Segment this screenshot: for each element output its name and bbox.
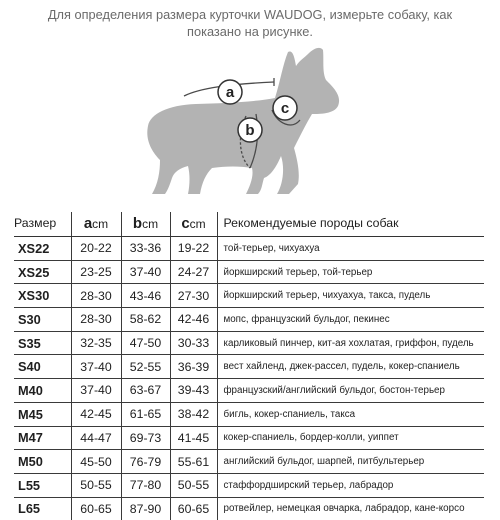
- size-cell: L55: [14, 473, 71, 497]
- size-table: [14, 212, 484, 520]
- measurement-diagram: [0, 44, 500, 204]
- b-cell: 77-80: [121, 473, 170, 497]
- size-cell: XS25: [14, 260, 71, 284]
- header-b-letter: b: [132, 214, 143, 232]
- b-cell: 61-65: [121, 402, 170, 426]
- intro-line-1: Для определения размера курточки WAUDOG, измерьте собаку, как: [47, 7, 453, 22]
- a-cell: 60-65: [71, 497, 121, 520]
- breeds-cell: мопс, французский бульдог, пекинес: [217, 308, 484, 332]
- size-cell: L65: [18, 501, 41, 517]
- b-cell: 63-67: [121, 379, 170, 403]
- table-row: [14, 355, 484, 379]
- b-cell: 69-73: [121, 426, 170, 450]
- table-row: [14, 426, 484, 450]
- b-cell: 33-36: [121, 237, 170, 261]
- a-cell: 28-30: [71, 308, 121, 332]
- a-cell: 50-55: [71, 473, 121, 497]
- b-cell: 76-79: [121, 450, 170, 474]
- a-cell: 32-35: [71, 331, 121, 355]
- header-b: [121, 212, 170, 237]
- a-cell: 44-47: [71, 426, 121, 450]
- header-a: [71, 212, 121, 237]
- header-breeds: Рекомендуемые породы собак: [217, 212, 484, 237]
- size-cell: M45: [14, 402, 71, 426]
- breeds-cell: бигль, кокер-спаниель, такса: [217, 402, 484, 426]
- c-cell: 50-55: [170, 473, 217, 497]
- a-cell: 28-30: [71, 284, 121, 308]
- breeds-cell: той-терьер, чихуахуа: [217, 237, 484, 261]
- table-row: [14, 402, 484, 426]
- b-cell: 43-46: [121, 284, 170, 308]
- header-a-letter: a: [83, 214, 93, 232]
- header-c: [170, 212, 217, 237]
- intro-text: [20, 6, 480, 40]
- breeds-cell: ротвейлер, немецкая овчарка, лабрадор, кане-корсо: [217, 497, 484, 520]
- breeds-cell: карликовый пинчер, кит-ая хохлатая, гриффон, пудель: [217, 331, 484, 355]
- b-cell: 47-50: [121, 331, 170, 355]
- c-cell: 24-27: [170, 260, 217, 284]
- a-cell: 23-25: [71, 260, 121, 284]
- c-cell: 19-22: [170, 237, 217, 261]
- breeds-cell: йоркширский терьер, той-терьер: [217, 260, 484, 284]
- size-cell: XS30: [14, 284, 71, 308]
- size-cell: M50: [14, 450, 71, 474]
- c-cell: 39-43: [170, 379, 217, 403]
- c-cell: 42-46: [170, 308, 217, 332]
- a-cell: 20-22: [71, 237, 121, 261]
- table-row: [14, 308, 484, 332]
- table-row: [14, 331, 484, 355]
- size-cell: M40: [14, 379, 71, 403]
- breeds-cell: вест хайленд, джек-рассел, пудель, кокер-спаниель: [217, 355, 484, 379]
- header-c-unit: cm: [189, 216, 206, 231]
- a-cell: 37-40: [71, 379, 121, 403]
- size-cell: S30: [14, 308, 71, 332]
- breeds-cell: йоркширский терьер, чихуахуа, такса, пудель: [217, 284, 484, 308]
- b-cell: 37-40: [121, 260, 170, 284]
- table-row: [14, 450, 484, 474]
- marker-b-label: b: [245, 122, 255, 139]
- a-cell: 42-45: [71, 402, 121, 426]
- marker-a-label: a: [225, 84, 235, 101]
- c-cell: 41-45: [170, 426, 217, 450]
- table-header-row: [14, 212, 484, 237]
- c-cell: 30-33: [170, 331, 217, 355]
- b-cell: 58-62: [121, 308, 170, 332]
- marker-c-label: c: [280, 100, 290, 117]
- size-cell: S35: [14, 331, 71, 355]
- intro-line-2: показано на рисунке.: [187, 24, 313, 39]
- a-cell: 37-40: [71, 355, 121, 379]
- c-cell: 27-30: [170, 284, 217, 308]
- table-row: [14, 284, 484, 308]
- marker-b: [238, 118, 262, 142]
- header-c-letter: c: [181, 214, 190, 232]
- marker-a: [218, 80, 242, 104]
- size-cell: M47: [14, 426, 71, 450]
- b-cell: 87-90: [121, 497, 170, 520]
- marker-c: [273, 96, 297, 120]
- breeds-cell: английский бульдог, шарпей, питбультерьер: [217, 450, 484, 474]
- table-row: [14, 473, 484, 497]
- size-cell: XS22: [14, 237, 71, 261]
- header-b-unit: cm: [142, 216, 159, 231]
- table-row: [14, 260, 484, 284]
- a-cell: 45-50: [71, 450, 121, 474]
- breeds-cell: французский/английский бульдог, бостон-терьер: [217, 379, 484, 403]
- size-cell: S40: [14, 355, 71, 379]
- c-cell: 60-65: [170, 497, 217, 520]
- table-row: [14, 237, 484, 261]
- c-cell: 55-61: [170, 450, 217, 474]
- c-cell: 38-42: [170, 402, 217, 426]
- b-cell: 52-55: [121, 355, 170, 379]
- table-row: [14, 497, 484, 520]
- header-a-unit: cm: [92, 216, 109, 231]
- header-size: Размер: [14, 212, 71, 237]
- table-row: [14, 379, 484, 403]
- c-cell: 36-39: [170, 355, 217, 379]
- breeds-cell: стаффордширский терьер, лабрадор: [217, 473, 484, 497]
- breeds-cell: кокер-спаниель, бордер-колли, уиппет: [217, 426, 484, 450]
